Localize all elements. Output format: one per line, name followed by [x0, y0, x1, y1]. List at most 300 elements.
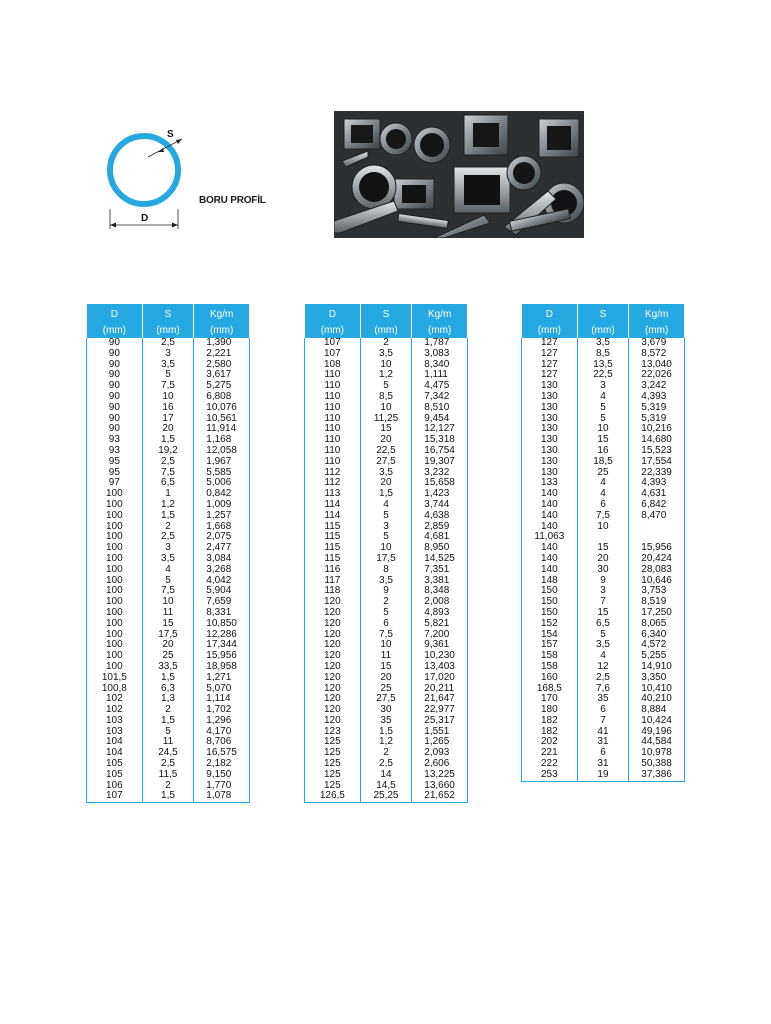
table-row — [305, 424, 468, 435]
cell-weight: 4,681 — [412, 532, 468, 543]
cell-thickness: 24,5 — [142, 748, 194, 759]
table-row — [87, 737, 250, 748]
cell-diameter: 100 — [87, 651, 143, 662]
cell-weight: 4,475 — [412, 381, 468, 392]
cell-thickness: 3,5 — [142, 554, 194, 565]
diameter-label: D — [141, 213, 149, 224]
column-unit-d: (mm) — [522, 322, 578, 338]
cell-diameter: 140 — [522, 565, 578, 576]
cell-diameter: 150 — [522, 586, 578, 597]
table-row — [522, 424, 685, 435]
cell-diameter: 127 — [522, 338, 578, 349]
column-header-d: D — [305, 304, 361, 322]
column-unit-s: (mm) — [142, 322, 194, 338]
cell-diameter: 120 — [305, 597, 361, 608]
table-row — [305, 705, 468, 716]
cell-weight: 1,168 — [194, 435, 250, 446]
cell-weight: 3,268 — [194, 565, 250, 576]
cell-thickness: 9 — [577, 576, 629, 587]
table-row — [522, 392, 685, 403]
cell-weight: 2,075 — [194, 532, 250, 543]
cell-diameter: 100 — [87, 532, 143, 543]
cell-diameter: 110 — [305, 446, 361, 457]
cell-diameter: 100 — [87, 489, 143, 500]
cell-weight: 2,093 — [412, 748, 468, 759]
table-row — [305, 500, 468, 511]
table-row — [522, 381, 685, 392]
cell-weight: 5,585 — [194, 468, 250, 479]
cell-thickness: 6,5 — [142, 478, 194, 489]
cell-thickness: 2 — [360, 748, 412, 759]
cell-diameter: 120 — [305, 651, 361, 662]
cell-diameter: 110 — [305, 381, 361, 392]
cell-weight: 4,042 — [194, 576, 250, 587]
cell-diameter: 130 — [522, 435, 578, 446]
column-header-kgm: Kg/m — [194, 304, 250, 322]
cell-weight: 12,286 — [194, 630, 250, 641]
table-row — [305, 662, 468, 673]
cell-weight: 25,317 — [412, 716, 468, 727]
cell-thickness: 3 — [577, 586, 629, 597]
cell-weight — [629, 532, 685, 543]
cell-weight: 3,679 — [629, 338, 685, 349]
cell-diameter: 126,5 — [305, 791, 361, 802]
table-row — [305, 403, 468, 414]
table-row — [87, 424, 250, 435]
cell-diameter: 120 — [305, 640, 361, 651]
table-row — [522, 414, 685, 425]
table-row — [87, 565, 250, 576]
cell-diameter: 120 — [305, 694, 361, 705]
cell-diameter: 90 — [87, 349, 143, 360]
cell-thickness: 19 — [577, 770, 629, 781]
cell-thickness: 11 — [360, 651, 412, 662]
cell-thickness: 15 — [360, 424, 412, 435]
cell-diameter: 102 — [87, 694, 143, 705]
cell-weight: 1,296 — [194, 716, 250, 727]
cell-thickness: 8 — [360, 565, 412, 576]
cell-diameter: 148 — [522, 576, 578, 587]
cell-diameter: 112 — [305, 478, 361, 489]
table-row — [522, 403, 685, 414]
cell-thickness: 2 — [360, 597, 412, 608]
column-header-s: S — [142, 304, 194, 322]
table-row — [522, 608, 685, 619]
cell-diameter: 116 — [305, 565, 361, 576]
cell-weight: 13,660 — [412, 781, 468, 792]
table-row — [522, 597, 685, 608]
cell-diameter: 100 — [87, 554, 143, 565]
cell-diameter: 103 — [87, 727, 143, 738]
cell-weight: 10,230 — [412, 651, 468, 662]
cell-thickness: 7,5 — [360, 630, 412, 641]
cell-thickness: 9 — [360, 586, 412, 597]
cell-thickness: 20 — [360, 673, 412, 684]
cell-thickness: 7,5 — [142, 586, 194, 597]
table-row — [305, 737, 468, 748]
cell-thickness: 27,5 — [360, 694, 412, 705]
cell-diameter: 158 — [522, 662, 578, 673]
table-row — [305, 360, 468, 371]
cell-weight: 4,893 — [412, 608, 468, 619]
table-row — [522, 586, 685, 597]
cell-diameter: 127 — [522, 360, 578, 371]
cell-weight: 5,904 — [194, 586, 250, 597]
cell-diameter: 125 — [305, 770, 361, 781]
cell-diameter: 150 — [522, 608, 578, 619]
table-row — [305, 414, 468, 425]
table-row — [305, 511, 468, 522]
cell-thickness: 11,25 — [360, 414, 412, 425]
table-row — [305, 349, 468, 360]
table-row — [87, 694, 250, 705]
cell-diameter: 95 — [87, 468, 143, 479]
cell-weight: 5,255 — [629, 651, 685, 662]
cell-diameter: 180 — [522, 705, 578, 716]
cell-weight: 1,702 — [194, 705, 250, 716]
cell-thickness: 4 — [577, 478, 629, 489]
cell-diameter: 90 — [87, 338, 143, 349]
cell-thickness: 5 — [577, 403, 629, 414]
cell-weight: 4,393 — [629, 392, 685, 403]
table-row — [522, 770, 685, 781]
cell-thickness: 11 — [142, 737, 194, 748]
cell-diameter: 100 — [87, 608, 143, 619]
table-row — [522, 532, 685, 543]
cell-thickness: 25,25 — [360, 791, 412, 802]
table-row — [305, 370, 468, 381]
pipe-table-3 — [521, 304, 685, 782]
cell-thickness: 15 — [577, 608, 629, 619]
cell-thickness: 3 — [142, 543, 194, 554]
tube-profile-diagram — [100, 125, 270, 235]
cell-diameter: 90 — [87, 381, 143, 392]
cell-weight: 1,390 — [194, 338, 250, 349]
cell-thickness: 4 — [577, 392, 629, 403]
cell-weight: 10,424 — [629, 716, 685, 727]
cell-diameter: 107 — [305, 338, 361, 349]
cell-weight: 40,210 — [629, 694, 685, 705]
cell-diameter: 110 — [305, 435, 361, 446]
cell-thickness: 14 — [360, 770, 412, 781]
table-row — [305, 791, 468, 802]
cell-diameter: 100 — [87, 511, 143, 522]
cell-weight: 3,617 — [194, 370, 250, 381]
cell-weight: 3,083 — [412, 349, 468, 360]
cell-thickness: 30 — [577, 565, 629, 576]
cell-diameter: 90 — [87, 403, 143, 414]
table-row — [87, 478, 250, 489]
cell-weight: 2,221 — [194, 349, 250, 360]
cell-thickness: 6 — [577, 705, 629, 716]
table-row — [305, 576, 468, 587]
cell-diameter: 170 — [522, 694, 578, 705]
table-row — [87, 651, 250, 662]
cell-thickness: 10 — [360, 403, 412, 414]
table-row — [87, 554, 250, 565]
cell-thickness: 1,5 — [142, 435, 194, 446]
cell-diameter: 130 — [522, 424, 578, 435]
cell-diameter: 97 — [87, 478, 143, 489]
cell-diameter: 221 — [522, 748, 578, 759]
cell-thickness: 13,5 — [577, 360, 629, 371]
table-row — [87, 716, 250, 727]
cell-thickness: 5 — [142, 727, 194, 738]
cell-thickness: 6 — [360, 619, 412, 630]
cell-weight: 3,084 — [194, 554, 250, 565]
table-row — [87, 532, 250, 543]
cell-weight: 10,978 — [629, 748, 685, 759]
cell-diameter: 100 — [87, 630, 143, 641]
table-row — [87, 403, 250, 414]
cell-diameter: 100 — [87, 543, 143, 554]
cell-thickness: 31 — [577, 737, 629, 748]
table-row — [522, 716, 685, 727]
cell-weight: 8,950 — [412, 543, 468, 554]
cell-thickness: 1,5 — [142, 791, 194, 802]
cell-thickness: 3 — [577, 381, 629, 392]
cell-diameter: 182 — [522, 716, 578, 727]
table-row — [87, 673, 250, 684]
cell-diameter: 90 — [87, 424, 143, 435]
cell-weight: 22,026 — [629, 370, 685, 381]
cell-thickness: 41 — [577, 727, 629, 738]
table-row — [305, 727, 468, 738]
cell-weight: 22,977 — [412, 705, 468, 716]
cell-weight: 14,525 — [412, 554, 468, 565]
cell-thickness: 2 — [360, 338, 412, 349]
cell-diameter: 130 — [522, 457, 578, 468]
cell-diameter: 150 — [522, 597, 578, 608]
table-row — [305, 597, 468, 608]
cell-thickness: 2 — [142, 781, 194, 792]
cell-diameter: 95 — [87, 457, 143, 468]
table-row — [87, 684, 250, 695]
table-row — [305, 392, 468, 403]
table-row — [305, 381, 468, 392]
cell-weight: 28,083 — [629, 565, 685, 576]
table-row — [87, 759, 250, 770]
cell-thickness: 3,5 — [577, 640, 629, 651]
cell-thickness: 8,5 — [360, 392, 412, 403]
cell-thickness: 3,5 — [360, 468, 412, 479]
cell-thickness: 2,5 — [142, 759, 194, 770]
cell-weight: 1,271 — [194, 673, 250, 684]
cell-thickness: 20 — [360, 435, 412, 446]
cell-thickness: 10 — [577, 522, 629, 533]
table-row — [305, 759, 468, 770]
cell-weight: 16,754 — [412, 446, 468, 457]
cell-weight: 8,348 — [412, 586, 468, 597]
cell-thickness: 10 — [360, 360, 412, 371]
cell-thickness: 10 — [577, 424, 629, 435]
cell-thickness: 11 — [142, 608, 194, 619]
table-row — [87, 619, 250, 630]
cell-weight: 18,958 — [194, 662, 250, 673]
column-header-s: S — [577, 304, 629, 322]
cell-thickness: 11,5 — [142, 770, 194, 781]
table-row — [305, 435, 468, 446]
table-row — [522, 662, 685, 673]
cell-weight: 5,275 — [194, 381, 250, 392]
cell-diameter: 158 — [522, 651, 578, 662]
cell-weight: 10,410 — [629, 684, 685, 695]
table-row — [522, 640, 685, 651]
table-row — [522, 727, 685, 738]
cell-diameter: 107 — [305, 349, 361, 360]
table-row — [305, 522, 468, 533]
cell-diameter: 100 — [87, 565, 143, 576]
cell-weight: 5,070 — [194, 684, 250, 695]
table-row — [305, 673, 468, 684]
table-row — [87, 381, 250, 392]
cell-weight — [629, 522, 685, 533]
cell-weight: 15,956 — [194, 651, 250, 662]
cell-thickness: 7,5 — [142, 381, 194, 392]
table-row — [522, 630, 685, 641]
cell-weight: 9,454 — [412, 414, 468, 425]
cell-weight: 1,668 — [194, 522, 250, 533]
cell-diameter: 115 — [305, 543, 361, 554]
table-row — [87, 640, 250, 651]
table-row — [305, 457, 468, 468]
cell-weight: 2,859 — [412, 522, 468, 533]
cell-thickness: 25 — [577, 468, 629, 479]
cell-weight: 1,257 — [194, 511, 250, 522]
cell-diameter: 105 — [87, 759, 143, 770]
cell-thickness: 2,5 — [142, 532, 194, 543]
cell-diameter: 93 — [87, 446, 143, 457]
cell-thickness: 1 — [142, 489, 194, 500]
cell-thickness: 20 — [142, 424, 194, 435]
cell-diameter: 120 — [305, 716, 361, 727]
cell-weight: 10,216 — [629, 424, 685, 435]
cell-diameter: 130 — [522, 468, 578, 479]
cell-weight: 3,232 — [412, 468, 468, 479]
cell-diameter: 202 — [522, 737, 578, 748]
cell-diameter: 100 — [87, 640, 143, 651]
cell-weight: 13,225 — [412, 770, 468, 781]
cell-thickness: 10 — [360, 640, 412, 651]
cell-thickness: 15 — [360, 662, 412, 673]
table-row — [87, 662, 250, 673]
cell-diameter: 110 — [305, 424, 361, 435]
cell-thickness: 22,5 — [360, 446, 412, 457]
cell-diameter: 120 — [305, 705, 361, 716]
cell-weight: 19,307 — [412, 457, 468, 468]
cell-thickness: 2,5 — [360, 759, 412, 770]
table-row — [522, 349, 685, 360]
cell-weight: 10,646 — [629, 576, 685, 587]
cell-diameter: 100 — [87, 522, 143, 533]
cell-diameter: 120 — [305, 608, 361, 619]
table-row — [305, 651, 468, 662]
cell-weight: 3,753 — [629, 586, 685, 597]
table-row — [305, 543, 468, 554]
cell-thickness: 1,5 — [142, 511, 194, 522]
cell-weight: 7,659 — [194, 597, 250, 608]
cell-diameter: 112 — [305, 468, 361, 479]
column-header-kgm: Kg/m — [412, 304, 468, 322]
table-row — [522, 446, 685, 457]
cell-diameter: 125 — [305, 781, 361, 792]
table-row — [305, 554, 468, 565]
column-header-kgm: Kg/m — [629, 304, 685, 322]
table-row — [522, 360, 685, 371]
table-row — [305, 608, 468, 619]
cell-thickness: 5 — [577, 414, 629, 425]
cell-thickness: 10 — [142, 597, 194, 608]
cell-diameter: 118 — [305, 586, 361, 597]
cell-weight: 22,339 — [629, 468, 685, 479]
cell-thickness: 20 — [360, 478, 412, 489]
cell-thickness: 7,6 — [577, 684, 629, 695]
table-row — [305, 630, 468, 641]
cell-weight: 16,575 — [194, 748, 250, 759]
table-row — [305, 781, 468, 792]
cell-thickness: 1,2 — [142, 500, 194, 511]
cell-weight: 2,477 — [194, 543, 250, 554]
cell-thickness: 17 — [142, 414, 194, 425]
cell-thickness: 5 — [360, 381, 412, 392]
cell-weight: 6,808 — [194, 392, 250, 403]
cell-diameter: 100 — [87, 586, 143, 597]
table-row — [305, 565, 468, 576]
cell-weight: 1,770 — [194, 781, 250, 792]
cell-diameter: 110 — [305, 392, 361, 403]
cell-weight: 2,580 — [194, 360, 250, 371]
column-unit-d: (mm) — [87, 322, 143, 338]
cell-thickness: 6 — [577, 748, 629, 759]
cell-weight: 6,842 — [629, 500, 685, 511]
table-row — [305, 446, 468, 457]
cell-thickness: 19,2 — [142, 446, 194, 457]
table-row — [87, 576, 250, 587]
cell-diameter: 154 — [522, 630, 578, 641]
cell-weight: 5,319 — [629, 414, 685, 425]
pipe-table-2 — [304, 304, 468, 803]
cell-thickness: 22,5 — [577, 370, 629, 381]
cell-thickness: 15 — [577, 435, 629, 446]
cell-thickness: 3 — [360, 522, 412, 533]
table-row — [522, 500, 685, 511]
table-row — [522, 435, 685, 446]
cell-weight: 3,242 — [629, 381, 685, 392]
table-row — [305, 586, 468, 597]
cell-weight: 1,078 — [194, 791, 250, 802]
table-row — [87, 446, 250, 457]
pipe-table-1 — [86, 304, 250, 803]
cell-diameter: 123 — [305, 727, 361, 738]
column-header-s: S — [360, 304, 412, 322]
cell-weight: 8,706 — [194, 737, 250, 748]
cell-thickness: 6,5 — [577, 619, 629, 630]
cell-weight: 9,150 — [194, 770, 250, 781]
cell-diameter: 125 — [305, 759, 361, 770]
column-unit-s: (mm) — [577, 322, 629, 338]
cell-diameter: 222 — [522, 759, 578, 770]
table-row — [522, 370, 685, 381]
table-row — [87, 586, 250, 597]
table-row — [87, 511, 250, 522]
cell-diameter: 140 — [522, 543, 578, 554]
cell-diameter: 157 — [522, 640, 578, 651]
cell-diameter: 100 — [87, 662, 143, 673]
cell-weight: 9,361 — [412, 640, 468, 651]
cell-thickness: 3 — [142, 349, 194, 360]
cell-diameter: 130 — [522, 381, 578, 392]
cell-thickness: 15 — [577, 543, 629, 554]
